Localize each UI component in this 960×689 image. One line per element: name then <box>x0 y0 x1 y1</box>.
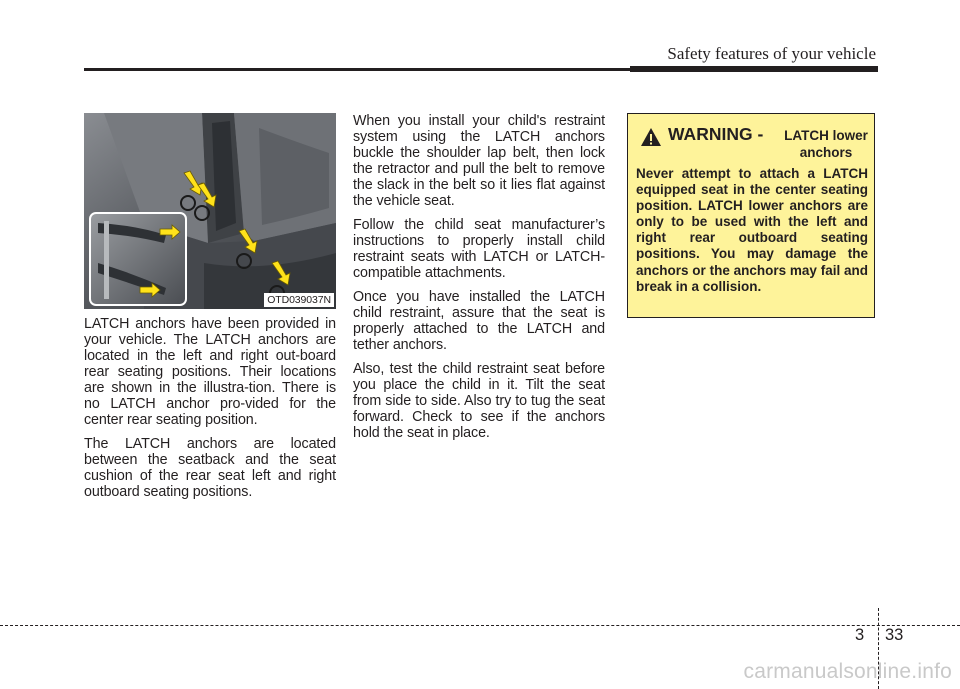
figure-label: OTD039037N <box>264 293 334 307</box>
warning-body: Never attempt to attach a LATCH equipped seat in the center seating position. LATCH lower anchors are only to be used with the left and right rear outboard seating positions. You may damage the anchors or the anchors may fail and break in a collision. <box>636 166 868 294</box>
middle-column <box>353 113 605 449</box>
chapter-number: 3 <box>855 626 865 644</box>
paragraph: Also, test the child restraint seat before you place the child in it. Tilt the seat from side to side. Also try to tug the seat forward. Check to see if the anchors hold the seat in place. <box>353 361 605 441</box>
page-number: 33 <box>885 626 904 644</box>
paragraph: When you install your child's restraint system using the LATCH anchors buckle the shoulder lap belt, then lock the retractor and pull the belt to remove the slack in the belt so it lies flat against the vehicle seat. <box>353 113 605 209</box>
header-title: Safety features of your vehicle <box>667 44 876 63</box>
warning-subtitle: LATCH lower anchors <box>784 128 868 160</box>
paragraph: Once you have installed the LATCH child restraint, assure that the seat is properly attached to the LATCH and tether anchors. <box>353 289 605 353</box>
left-column-text <box>84 316 336 508</box>
warning-label: WARNING - <box>668 124 764 144</box>
paragraph: Follow the child seat manufacturer’s instructions to properly install child restraint seats with LATCH or LATCH-compatible attachments. <box>353 217 605 281</box>
warning-box <box>627 113 875 318</box>
watermark: carmanualsonline.info <box>743 660 952 683</box>
warning-header <box>636 124 868 160</box>
footer-rule <box>0 625 960 626</box>
latch-anchor-illustration <box>84 113 336 309</box>
paragraph: LATCH anchors have been provided in your vehicle. The LATCH anchors are located in the left and right out-board rear seating positions. Their locations are shown in the illustra-tion. There is no LATCH anchor pro-vided for the center rear seating position. <box>84 316 336 428</box>
header-rule-accent <box>630 66 878 72</box>
rear-seat-image <box>84 113 336 309</box>
warning-triangle-icon <box>640 127 662 147</box>
paragraph: The LATCH anchors are located between the seatback and the seat cushion of the rear seat left and right outboard seating positions. <box>84 436 336 500</box>
